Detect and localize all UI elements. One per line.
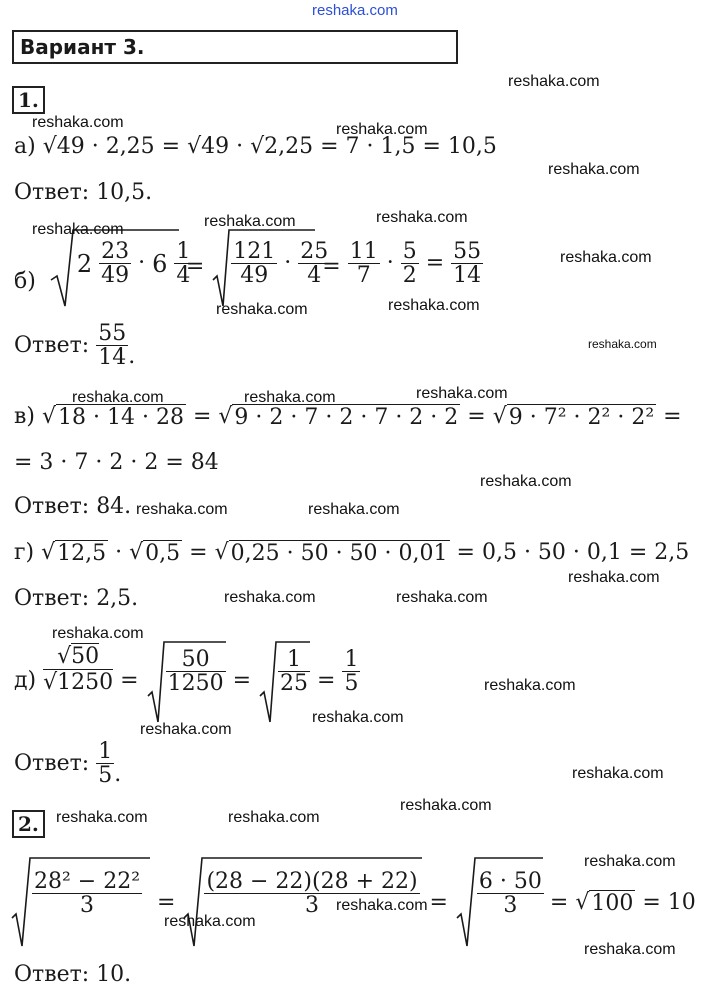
watermark: reshaka.com bbox=[400, 797, 492, 814]
watermark: reshaka.com bbox=[480, 473, 572, 490]
radical: √18 · 14 · 28 bbox=[41, 404, 184, 430]
task2-line: $\frac{\text{28² − 22²}}{3}$ = $\frac{(28 - 22)(28 + 22)}{3}$ = $\frac{6 \cdot 50}{3}$ = √100 = 10 bbox=[10, 856, 696, 952]
task2-radical-3 bbox=[455, 856, 543, 948]
page-title: Вариант 3. bbox=[20, 35, 145, 59]
watermark: reshaka.com bbox=[508, 73, 600, 90]
fraction: $\frac{(28 - 22)(28 + 22)}{3}$ bbox=[206, 869, 418, 919]
fraction: $\frac{121}{49}$ bbox=[233, 239, 276, 289]
radical: √9 · 7² · 2² · 2² bbox=[492, 404, 655, 430]
watermark: reshaka.com bbox=[568, 569, 660, 586]
watermark: reshaka.com bbox=[136, 501, 228, 518]
task1a-answer: Ответ: 10,5. bbox=[14, 180, 153, 205]
fraction: $\frac{6 \cdot 50}{3}$ bbox=[478, 869, 542, 919]
watermark: reshaka.com bbox=[204, 213, 296, 230]
task2-answer: Ответ: 10. bbox=[14, 962, 132, 987]
watermark: reshaka.com bbox=[548, 161, 640, 178]
watermark: reshaka.com bbox=[312, 2, 398, 19]
watermark: reshaka.com bbox=[584, 941, 676, 958]
task1a-label: а) bbox=[14, 134, 36, 159]
fraction: $\frac{55}{14}$ bbox=[98, 321, 127, 371]
fraction: $\frac{1}{5}$ bbox=[98, 739, 113, 789]
task1b-mixed-1: 2 $\frac{23}{49}$ bbox=[76, 239, 130, 289]
task1d-radical-1 bbox=[146, 640, 226, 724]
task1d-frac-of-roots: $\frac{√50}{√1250}$ bbox=[43, 644, 114, 695]
task1d-line: д) $\frac{√50}{√1250}$ = $\frac{50}{1250}$ = $\frac{1}{25}$ = $\frac{1}{5}$ bbox=[14, 640, 360, 724]
watermark: reshaka.com bbox=[312, 709, 404, 726]
watermark: reshaka.com bbox=[388, 297, 480, 314]
watermark: reshaka.com bbox=[224, 589, 316, 606]
fraction: $\frac{25}{4}$ bbox=[300, 239, 329, 289]
fraction: $\frac{5}{2}$ bbox=[402, 239, 417, 289]
fraction: $\frac{\text{28² − 22²}}{3}$ bbox=[34, 869, 141, 919]
watermark: reshaka.com bbox=[376, 209, 468, 226]
watermark: reshaka.com bbox=[336, 897, 428, 914]
fraction: $\frac{11}{7}$ bbox=[349, 239, 378, 289]
task1b-radical-1: 2 $\frac{23}{49}$ · 6 $\frac{1}{4}$ bbox=[49, 228, 179, 308]
task1v-line-1: в) √18 · 14 · 28 = √9 · 2 · 7 · 2 · 7 · 2 · 2 = √9 · 7² · 2² · 2² = bbox=[14, 404, 682, 430]
radical: √100 bbox=[575, 890, 634, 916]
fraction: $\frac{55}{14}$ bbox=[453, 239, 482, 289]
watermark: reshaka.com bbox=[396, 589, 488, 606]
watermark: reshaka.com bbox=[588, 337, 657, 351]
watermark: reshaka.com bbox=[164, 913, 256, 930]
task2-radical-1 bbox=[10, 856, 150, 948]
fraction: $\frac{23}{49}$ bbox=[101, 239, 130, 289]
task1d-radical-2 bbox=[258, 640, 310, 724]
task1g-line: г) √12,5 · √0,5 = √0,25 · 50 · 50 · 0,01 = 0,5 · 50 · 0,1 = 2,5 bbox=[14, 540, 690, 566]
watermark: reshaka.com bbox=[228, 809, 320, 826]
watermark: reshaka.com bbox=[336, 121, 428, 138]
radical: √0,5 bbox=[129, 540, 181, 566]
watermark: reshaka.com bbox=[72, 389, 164, 406]
task1v-label: в) bbox=[14, 404, 35, 429]
task-number-2: 2. bbox=[12, 810, 45, 838]
watermark: reshaka.com bbox=[584, 853, 676, 870]
watermark: reshaka.com bbox=[572, 765, 664, 782]
fraction: $\frac{1}{4}$ bbox=[176, 239, 191, 289]
task1d-label: д) bbox=[14, 668, 37, 693]
task1b-mixed-2: 6 $\frac{1}{4}$ bbox=[152, 239, 191, 289]
watermark: reshaka.com bbox=[484, 677, 576, 694]
task1a-expression: √49 · 2,25 = √49 · √2,25 = 7 · 1,5 = 10,5 bbox=[42, 134, 497, 159]
watermark: reshaka.com bbox=[52, 625, 144, 642]
watermark: reshaka.com bbox=[216, 301, 308, 318]
watermark: reshaka.com bbox=[416, 385, 508, 402]
watermark: reshaka.com bbox=[140, 721, 232, 738]
task1g-label: г) bbox=[14, 540, 35, 565]
task1v-answer: Ответ: 84. bbox=[14, 494, 132, 519]
task1b-label: б) bbox=[14, 268, 36, 294]
task-number-1: 1. bbox=[12, 86, 45, 114]
fraction: $\frac{50}{1250}$ bbox=[167, 647, 224, 697]
task1v-line-2: = 3 · 7 · 2 · 2 = 84 bbox=[14, 450, 219, 475]
watermark: reshaka.com bbox=[32, 114, 124, 131]
fraction: $\frac{1}{5}$ bbox=[344, 647, 359, 697]
radical: √12,5 bbox=[41, 540, 107, 566]
task1b-answer: Ответ: $\frac{55}{14}$ . bbox=[14, 321, 136, 371]
radical: √9 · 2 · 7 · 2 · 7 · 2 · 2 bbox=[218, 404, 459, 430]
task1g-answer: Ответ: 2,5. bbox=[14, 586, 139, 611]
task1b-radical-2: $\frac{121}{49}$ · $\frac{25}{4}$ bbox=[211, 228, 315, 308]
watermark: reshaka.com bbox=[244, 389, 336, 406]
task1d-answer: Ответ: $\frac{1}{5}$ . bbox=[14, 739, 122, 789]
watermark: reshaka.com bbox=[56, 809, 148, 826]
watermark: reshaka.com bbox=[308, 501, 400, 518]
watermark: reshaka.com bbox=[560, 249, 652, 266]
watermark: reshaka.com bbox=[32, 221, 124, 238]
radical: √0,25 · 50 · 50 · 0,01 bbox=[214, 540, 448, 566]
task1b-line: б) 2 $\frac{23}{49}$ · 6 $\frac{1}{4}$ = $\frac{121}{49}$ · $\frac{25}{4}$ = $\frac{11}{7}$ · $\frac{5}{2}$ = $\frac{55}{14}$ bbox=[14, 228, 483, 308]
fraction: $\frac{1}{25}$ bbox=[280, 647, 309, 697]
